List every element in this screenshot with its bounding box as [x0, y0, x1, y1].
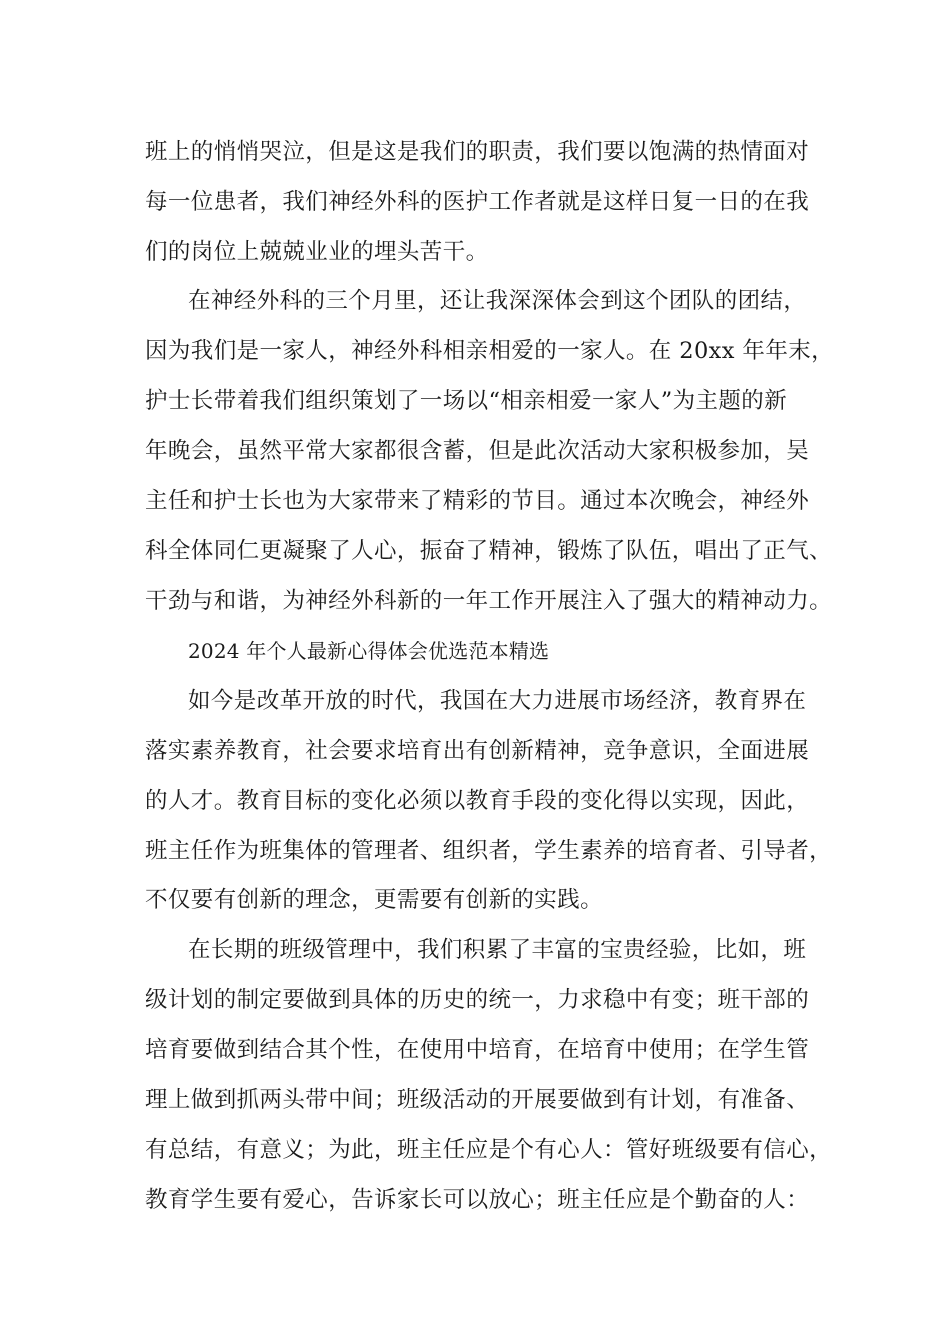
paragraph-line: 在神经外科的三个月里，还让我深深体会到这个团队的团结， — [188, 288, 807, 314]
paragraph-line: 年晚会，虽然平常大家都很含蓄，但是此次活动大家积极参加，吴 — [145, 438, 810, 464]
paragraph-line: 科全体同仁更凝聚了人心，振奋了精神，锻炼了队伍，唱出了正气、 — [145, 538, 833, 564]
paragraph-line: 有总结，有意义；为此，班主任应是个有心人：管好班级要有信心， — [145, 1137, 833, 1163]
paragraph-line: 级计划的制定要做到具体的历史的统一，力求稳中有变；班干部的 — [145, 987, 810, 1013]
paragraph-line: 班上的悄悄哭泣，但是这是我们的职责，我们要以饱满的热情面对 — [145, 139, 810, 165]
section-heading: 2024 年个人最新心得体会优选范本精选 — [188, 639, 550, 663]
paragraph-line: 理上做到抓两头带中间；班级活动的开展要做到有计划，有准备、 — [145, 1087, 810, 1113]
paragraph-line: 落实素养教育，社会要求培育出有创新精神，竞争意识，全面进展 — [145, 738, 810, 764]
paragraph-line: 主任和护士长也为大家带来了精彩的节目。通过本次晚会，神经外 — [145, 488, 810, 514]
paragraph-line: 不仅要有创新的理念，更需要有创新的实践。 — [145, 887, 604, 913]
paragraph-line: 班主任作为班集体的管理者、组织者，学生素养的培育者、引导者， — [145, 838, 833, 864]
paragraph-line: 们的岗位上兢兢业业的埋头苦干。 — [145, 239, 489, 265]
paragraph-line: 教育学生要有爱心，告诉家长可以放心；班主任应是个勤奋的人： — [145, 1187, 810, 1213]
paragraph-line: 护士长带着我们组织策划了一场以“相亲相爱一家人”为主题的新 — [145, 388, 788, 414]
paragraph-line: 干劲与和谐，为神经外科新的一年工作开展注入了强大的精神动力。 — [145, 588, 833, 614]
paragraph-line: 每一位患者，我们神经外科的医护工作者就是这样日复一日的在我 — [145, 189, 810, 215]
paragraph-line: 如今是改革开放的时代，我国在大力进展市场经济，教育界在 — [188, 688, 807, 714]
paragraph-line: 因为我们是一家人，神经外科相亲相爱的一家人。在 20xx 年年末， — [145, 338, 835, 364]
paragraph-line: 在长期的班级管理中，我们积累了丰富的宝贵经验，比如，班 — [188, 937, 807, 963]
paragraph-line: 培育要做到结合其个性，在使用中培育，在培育中使用；在学生管 — [145, 1037, 810, 1063]
paragraph-line: 的人才。教育目标的变化必须以教育手段的变化得以实现，因此， — [145, 788, 810, 814]
